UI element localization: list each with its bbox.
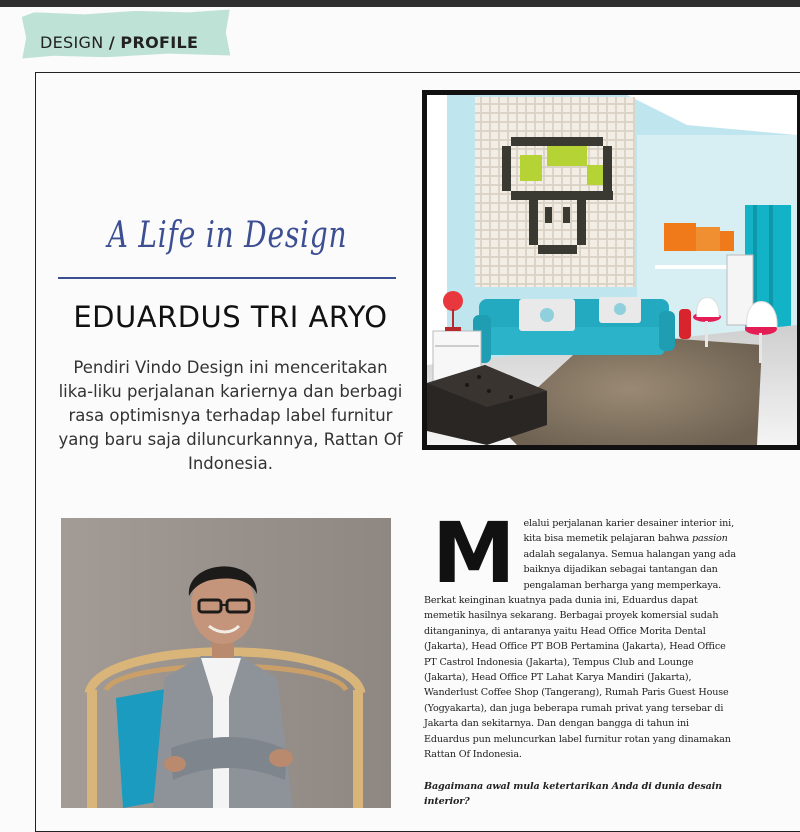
body-text-part-2: adalah segalanya. Semua halangan yang ada baiknya dijadikan sebagai tantangan dan pengalaman berharga yang memperkaya. Berkat keinginan kuatnya pada dunia ini, Eduardus dapat memetik hasilnya sekarang. Berbagai proyek komersial sudah ditanganinya, di antaranya yaitu Head Office Morita Dental (Jakarta), Head Office PT BOB Pertamina (Jakarta), Head Office PT Castrol Indonesia (Jakarta), Tempus Club and Lounge (Jakarta), Head Office PT Lahat Karya Mandiri (Jakarta), Wanderlust Coffee Shop (Tangerang), Rumah Paris Guest House (Yogyakarta), dan juga beberapa rumah privat yang tersebar di Jakarta dan sekitarnya. Dan dengan bangga di tahun ini Eduardus pun meluncurkan label furnitur rotan yang dinamakan Rattan Of Indonesia. [424, 548, 736, 761]
dropcap: M [432, 504, 516, 602]
section-label [40, 33, 198, 52]
section-profile: PROFILE [120, 33, 199, 52]
body-text-part-1: elalui perjalanan karier desainer interior ini, kita bisa memetik pelajaran bahwa [523, 518, 734, 545]
portrait-photo [61, 518, 391, 808]
article-script-title: A Life in Design [107, 215, 348, 256]
body-passion-word: passion [691, 533, 728, 545]
section-design: DESIGN [40, 33, 104, 52]
section-separator: / [108, 33, 116, 52]
top-bar [0, 0, 800, 7]
interview-question: Bagaimana awal mula ketertarikan Anda di dunia desain interior? [424, 780, 722, 807]
article-intro: Pendiri Vindo Design ini menceritakan lika-liku perjalanan kariernya dan berbagi rasa optimisnya terhadap label furnitur yang baru saja diluncurkannya, Rattan Of Indonesia. [58, 358, 403, 473]
article-name-heading: EDUARDUS TRI ARYO [73, 300, 388, 334]
article-body [424, 504, 736, 809]
title-rule [58, 277, 396, 279]
living-room-photo [422, 90, 800, 450]
